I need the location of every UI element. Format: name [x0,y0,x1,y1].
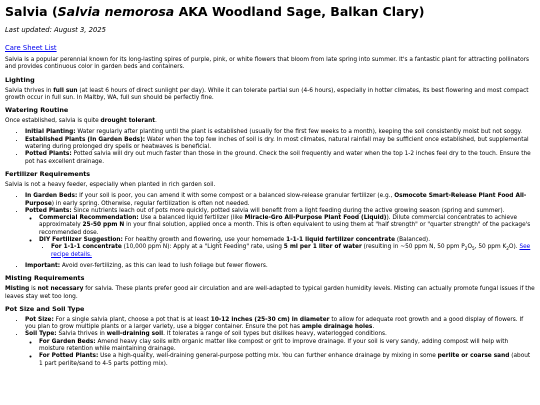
lighting-paragraph: Salvia thrives in full sun (at least 6 hours of direct sunlight per day). While it can tolerate partial sun (4-6 hours), especially in hotter climates, its best flowering and most compact growth occur in full sun. In Maltby, WA, full sun should be perfectly fine. [5,87,529,101]
list-item: ◦ For Garden Beds: Amend heavy clay soils with organic matter like compost or grit to improve drainage. If your soil is very sandy, adding compost will help with moisture retention while maintaining drainage. [39,339,535,354]
list-item: • In Garden Beds: If your soil is poor, you can amend it with some compost or a balanced slow-release granular fertilizer (e.g., Osmocote Smart-Release Plant Food All-Purpose) in early spring. Otherwise, regular fertilization is often not needed. [25,193,535,208]
fertilizer-list [5,193,535,270]
list-item: • Pot Size: For a single salvia plant, choose a pot that is at least 10-12 inches (25-30 cm) in diameter to allow for adequate root growth and a good display of flowers. If you plan to grow multiple plants or a larger variety, use a bigger container. Ensure the pot has ample drainage holes. [25,317,535,332]
list-item: ◦ DIY Fertilizer Suggestion: For healthy growth and flowering, use your homemade 1-1-1 liquid fertilizer concentrate (Balanced). • For 1-1-1 concentrate (10,000 ppm N): Apply at a "Light Feeding" rate, using 5 ml per 1 liter of water (resulting in ~50 ppm N, 50 ppm $P_2O_5$, 50 ppm $K_2O$). See recipe details. [39,237,535,259]
recipe-details-link[interactable]: See recipe details. [51,244,531,258]
pot-soil-list [5,317,535,368]
last-updated: Last updated: August 3, 2025 [5,26,106,34]
list-item: • Established Plants (In Garden Beds): Water when the top few inches of soil is dry. In most climates, natural rainfall may be sufficient once established, but supplemental watering during prolonged dry spells or heatwaves is beneficial. [25,137,535,152]
list-item: • For 1-1-1 concentrate (10,000 ppm N): Apply at a "Light Feeding" rate, using 5 ml per 1 liter of water (resulting in ~50 ppm N, 50 ppm $P_2O_5$, 50 ppm $K_2O$). See recipe details. [51,244,535,259]
fertilizer-intro: Salvia is not a heavy feeder, especially when planted in rich garden soil. [5,181,216,188]
intro-paragraph: Salvia is a popular perennial known for its long-lasting spires of purple, pink, or white flowers that bloom from late spring into summer. It's a fantastic plant for attracting pollinators and provides continuous color in garden beds and containers. [5,57,530,71]
care-sheet-list-link[interactable]: Care Sheet List [5,44,57,52]
watering-intro: Once established, salvia is quite drought tolerant. [5,118,157,125]
pot-soil-heading: Pot Size and Soil Type [5,304,85,313]
watering-heading: Watering Routine [5,106,69,115]
page-title: Salvia (Salvia nemorosa AKA Woodland Sage, Balkan Clary) [5,4,425,19]
diy-sublist [39,244,535,259]
misting-heading: Misting Requirements [5,274,85,283]
list-item: ◦ Commercial Recommendation: Use a balanced liquid fertilizer (like Miracle-Gro All-Purpose Plant Food (Liquid)). Dilute commercial concentrates to achieve approximately 25-50 ppm N in your final solution, applied once a month. This is often equivalent to using them at "half strength" or "quarter strength" of the package's recommended dose. [39,215,535,237]
list-item: • Initial Planting: Water regularly after planting until the plant is established (usually for the first few weeks to a month), keeping the soil consistently moist but not soggy. [25,129,535,136]
list-item: ◦ For Potted Plants: Use a high-quality, well-draining general-purpose potting mix. You can further enhance drainage by mixing in some perlite or coarse sand (about 1 part perlite/sand to 4-5 parts potting mix). [39,353,535,368]
lighting-heading: Lighting [5,75,35,84]
soil-sublist [25,339,535,368]
list-item: • Potted Plants: Since nutrients leach out of pots more quickly, potted salvia will benefit from a light feeding during the active growing season (spring and summer). ◦ Commercial Recommendation: Use a balanced liquid fertilizer (like Miracle-Gro All-Purpose Plant Food (Liquid)). Dilute commercial concentrates to achieve approximately 25-50 ppm N in your final solution, applied once a month. This is often equivalent to using them at "half strength" or "quarter strength" of the package's recommended dose. ◦ DIY Fertilizer Suggestion: For healthy growth and flowering, use your homemade 1-1-1 liquid fertilizer concentrate (Balanced). • For 1-1-1 concentrate (10,000 ppm N): Apply at a "Light Feeding" rate, using 5 ml per 1 liter of water (resulting in ~50 ppm N, 50 ppm $P_2O_5$, 50 ppm $K_2O$). See recipe details. [25,208,535,259]
fertilizer-heading: Fertilizer Requirements [5,169,91,178]
watering-list [5,129,535,165]
misting-paragraph: Misting is not necessary for salvia. These plants prefer good air circulation and are well-adapted to typical garden humidity levels. Misting can actually promote fungal issues if the leaves stay wet too long. [5,286,535,300]
list-item: • Potted Plants: Potted salvia will dry out much faster than those in the ground. Check the soil frequently and water when the top 1-2 inches feel dry to the touch. Ensure the pot has excellent drainage. [25,151,535,166]
list-item: • Soil Type: Salvia thrives in well-draining soil. It tolerates a range of soil types but dislikes heavy, waterlogged conditions. ◦ For Garden Beds: Amend heavy clay soils with organic matter like compost or grit to improve drainage. If your soil is very sandy, adding compost will help with moisture retention while maintaining drainage. ◦ For Potted Plants: Use a high-quality, well-draining general-purpose potting mix. You can further enhance drainage by mixing in some perlite or coarse sand (about 1 part perlite/sand to 4-5 parts potting mix). [25,331,535,367]
list-item: • Important: Avoid over-fertilizing, as this can lead to lush foliage but fewer flowers. [25,263,535,270]
potted-fertilizer-sublist [25,215,535,259]
